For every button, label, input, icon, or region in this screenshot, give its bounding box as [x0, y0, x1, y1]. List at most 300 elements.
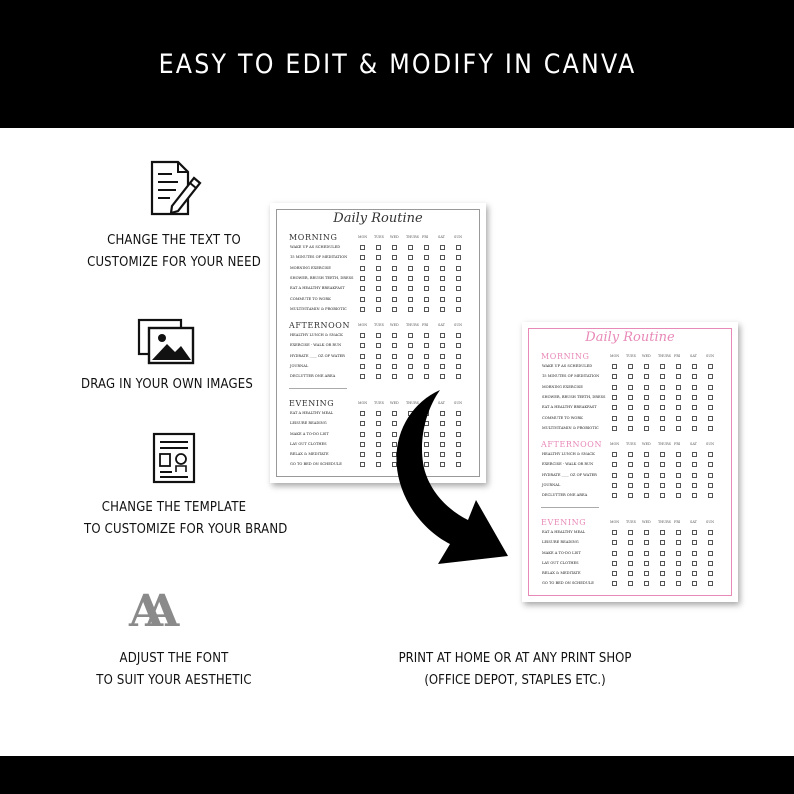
checkbox [376, 245, 381, 250]
day-header: SAT [438, 323, 445, 328]
feature-font-line-2: TO SUIT YOUR AESTHETIC [96, 673, 252, 688]
checkbox [612, 462, 617, 467]
day-header: TUES [374, 400, 384, 405]
day-header: SUN [454, 323, 463, 328]
checkbox [376, 266, 381, 271]
section-heading: AFTERNOON [541, 440, 603, 450]
checkbox [360, 343, 365, 348]
day-header: FRI [674, 354, 681, 358]
task-label: HEALTHY LUNCH & SNACK [290, 333, 343, 338]
day-header: FRI [422, 323, 429, 328]
task-label: HEALTHY LUNCH & SNACK [542, 452, 595, 457]
checkbox [676, 473, 681, 478]
sheet-title: Daily Routine [585, 330, 675, 345]
checkbox [612, 452, 617, 457]
day-header: WED [390, 323, 399, 328]
checkbox [676, 581, 681, 586]
checkbox [408, 245, 413, 250]
day-header: SUN [706, 519, 715, 524]
day-header: MON [610, 354, 620, 358]
checkbox [440, 266, 445, 271]
checkbox [644, 395, 649, 400]
task-label: RELAX & MEDITATE [290, 452, 329, 457]
day-header: SAT [690, 354, 697, 358]
checkbox [392, 255, 397, 260]
checkbox [676, 561, 681, 566]
checkbox [692, 462, 697, 467]
day-header: MON [610, 519, 620, 524]
checkbox [644, 561, 649, 566]
checkbox [360, 452, 365, 457]
checkbox [392, 276, 397, 281]
task-label: EAT A HEALTHY MEAL [542, 529, 586, 534]
checkbox [408, 333, 413, 338]
checkbox [692, 405, 697, 410]
task-label: HYDRATE ____ OZ OF WATER [290, 353, 345, 358]
checkbox [628, 426, 633, 431]
checkbox [676, 395, 681, 400]
checkbox [676, 364, 681, 369]
checkbox [424, 266, 429, 271]
checkbox [692, 530, 697, 535]
checkbox [660, 364, 665, 369]
checkbox [644, 483, 649, 488]
checkbox [376, 374, 381, 379]
checkbox [644, 426, 649, 431]
task-label: JOURNAL [290, 364, 309, 368]
checkbox [660, 374, 665, 379]
feature-images-line-1: DRAG IN YOUR OWN IMAGES [81, 377, 253, 392]
checkbox [660, 462, 665, 467]
section-heading: AFTERNOON [289, 321, 351, 331]
checkbox [456, 364, 461, 369]
checkbox [676, 374, 681, 379]
day-header: THURS [658, 442, 671, 447]
task-label: MULTIVITAMIN & PROBIOTIC [542, 425, 599, 430]
checkbox [612, 426, 617, 431]
day-header: SAT [690, 442, 697, 447]
checkbox [408, 255, 413, 260]
day-header: MON [358, 400, 368, 405]
day-header: TUES [626, 442, 636, 447]
checkbox [392, 343, 397, 348]
task-label: COMMUTE TO WORK [290, 296, 331, 301]
day-header: FRI [422, 235, 429, 239]
task-label: SHOWER, BRUSH TEETH, DRESS [290, 275, 354, 280]
day-header: TUES [626, 519, 636, 524]
bottom-banner [0, 756, 794, 794]
checkbox [628, 551, 633, 556]
day-header: SUN [706, 442, 715, 447]
checkbox [708, 473, 713, 478]
checkbox [644, 473, 649, 478]
checkbox [692, 364, 697, 369]
checkbox [456, 333, 461, 338]
checkbox [408, 354, 413, 359]
checkbox [424, 245, 429, 250]
print-caption-line-1: PRINT AT HOME OR AT ANY PRINT SHOP [398, 651, 632, 666]
checkbox [692, 493, 697, 498]
checkbox [612, 473, 617, 478]
checkbox [360, 245, 365, 250]
checkbox [376, 297, 381, 302]
checkbox [612, 416, 617, 421]
checkbox [392, 374, 397, 379]
checkbox [440, 343, 445, 348]
checkbox [692, 581, 697, 586]
checkbox [644, 551, 649, 556]
checkbox [424, 374, 429, 379]
checkbox [408, 297, 413, 302]
task-label: EAT A HEALTHY MEAL [290, 410, 334, 415]
checkbox [660, 395, 665, 400]
checkbox [360, 354, 365, 359]
task-label: LEISURE READING [290, 421, 327, 426]
checkbox [456, 374, 461, 379]
checkbox [440, 245, 445, 250]
checkbox [628, 405, 633, 410]
checkbox [612, 551, 617, 556]
checkbox [708, 540, 713, 545]
checkbox [360, 411, 365, 416]
checkbox [676, 493, 681, 498]
checkbox [424, 333, 429, 338]
checkbox [612, 571, 617, 576]
checkbox [644, 364, 649, 369]
checkbox [628, 374, 633, 379]
checkbox [628, 462, 633, 467]
checkbox [692, 540, 697, 545]
checkbox [424, 276, 429, 281]
day-header: WED [642, 442, 651, 447]
checkbox [628, 483, 633, 488]
checkbox [628, 416, 633, 421]
task-label: GO TO BED ON SCHEDULE [290, 462, 342, 467]
checkbox [644, 571, 649, 576]
day-header: WED [390, 235, 399, 239]
task-label: HYDRATE ____ OZ OF WATER [542, 472, 597, 477]
checkbox [628, 473, 633, 478]
checkbox [708, 426, 713, 431]
checkbox [360, 255, 365, 260]
template-icon [152, 432, 196, 484]
checkbox [660, 581, 665, 586]
feature-template-line-1: CHANGE THE TEMPLATE [101, 500, 247, 515]
checkbox [676, 385, 681, 390]
checkbox [424, 354, 429, 359]
checkbox [660, 473, 665, 478]
day-header: WED [642, 354, 651, 358]
checkbox [612, 405, 617, 410]
checkbox [376, 343, 381, 348]
checkbox [628, 385, 633, 390]
checkbox [360, 432, 365, 437]
checkbox [392, 245, 397, 250]
checkbox [692, 374, 697, 379]
curved-arrow-icon [380, 388, 520, 578]
checkbox [692, 551, 697, 556]
section-heading: MORNING [289, 233, 338, 242]
checkbox [408, 286, 413, 291]
checkbox [612, 483, 617, 488]
checkbox [360, 276, 365, 281]
task-label: EAT A HEALTHY BREAKFAST [542, 405, 597, 410]
checkbox [612, 493, 617, 498]
task-label: EXERCISE - WALK OR RUN [290, 343, 342, 348]
day-header: SUN [706, 354, 715, 358]
checkbox [644, 540, 649, 545]
task-label: EXERCISE - WALK OR RUN [542, 462, 594, 467]
task-label: SHOWER, BRUSH TEETH, DRESS [542, 394, 606, 399]
day-header: SAT [438, 400, 445, 405]
day-header: MON [610, 442, 620, 447]
page-title: EASY TO EDIT & MODIFY IN CANVA [158, 48, 636, 80]
section-heading: EVENING [541, 517, 587, 527]
checkbox [440, 364, 445, 369]
checkbox [456, 354, 461, 359]
checkbox [628, 395, 633, 400]
checkbox [692, 483, 697, 488]
day-header: FRI [674, 519, 681, 524]
checkbox [360, 421, 365, 426]
task-label: DECLUTTER ONE AREA [290, 374, 336, 379]
checkbox [708, 462, 713, 467]
task-label: LAY OUT CLOTHES [290, 441, 327, 446]
day-header: THURS [406, 400, 419, 405]
checkbox [376, 307, 381, 312]
feature-change-template [74, 432, 288, 541]
checkbox [392, 354, 397, 359]
images-icon [137, 318, 197, 366]
section-heading: EVENING [289, 398, 335, 408]
checkbox [424, 255, 429, 260]
task-label: RELAX & MEDITATE [542, 571, 581, 576]
document-pencil-icon [146, 160, 202, 216]
checkbox [376, 286, 381, 291]
checkbox [708, 581, 713, 586]
feature-text-line-1: CHANGE THE TEXT TO [107, 233, 241, 248]
checkbox [392, 266, 397, 271]
checkbox [644, 416, 649, 421]
checkbox [692, 561, 697, 566]
task-label: LEISURE READING [542, 540, 579, 545]
checkbox [676, 571, 681, 576]
checkbox [708, 561, 713, 566]
task-label: MORNING EXERCISE [290, 265, 331, 270]
checkbox [408, 266, 413, 271]
checkbox [708, 385, 713, 390]
task-label: DECLUTTER ONE AREA [542, 493, 588, 498]
checkbox [612, 581, 617, 586]
checkbox [628, 581, 633, 586]
checkbox [456, 297, 461, 302]
checkbox [424, 343, 429, 348]
checkbox [456, 307, 461, 312]
checkbox [692, 452, 697, 457]
checkbox [440, 297, 445, 302]
day-header: SUN [454, 400, 463, 405]
checkbox [692, 473, 697, 478]
checkbox [708, 493, 713, 498]
task-label: GO TO BED ON SCHEDULE [542, 581, 594, 586]
checkbox [644, 385, 649, 390]
checkbox [708, 374, 713, 379]
task-label: 15 MINUTES OF MEDITATION [542, 374, 600, 379]
checkbox [708, 395, 713, 400]
checkbox [456, 276, 461, 281]
checkbox [628, 364, 633, 369]
checkbox [708, 530, 713, 535]
checkbox [360, 333, 365, 338]
day-header: THURS [406, 323, 419, 328]
task-label: EAT A HEALTHY BREAKFAST [290, 286, 345, 291]
checkbox [392, 297, 397, 302]
checkbox [424, 297, 429, 302]
checkbox [676, 426, 681, 431]
day-header: TUES [626, 354, 636, 358]
checkbox [360, 462, 365, 467]
checkbox [408, 276, 413, 281]
task-label: MAKE A TO-DO LIST [542, 550, 581, 555]
feature-text-line-2: CUSTOMIZE FOR YOUR NEED [87, 255, 261, 270]
checkbox [392, 364, 397, 369]
day-header: TUES [374, 323, 384, 328]
checkbox [708, 483, 713, 488]
checkbox [440, 333, 445, 338]
day-header: SUN [454, 235, 463, 239]
checkbox [628, 571, 633, 576]
checkbox [644, 493, 649, 498]
checkbox [676, 462, 681, 467]
sheet-title: Daily Routine [333, 211, 423, 226]
checkbox [360, 374, 365, 379]
section-heading: MORNING [541, 352, 590, 361]
checkbox [660, 385, 665, 390]
checkbox [440, 354, 445, 359]
checkbox [676, 551, 681, 556]
checkbox [660, 452, 665, 457]
checkbox [676, 405, 681, 410]
checkbox [360, 286, 365, 291]
day-header: FRI [674, 442, 681, 447]
day-header: MON [358, 323, 368, 328]
checkbox [424, 364, 429, 369]
checkbox [376, 364, 381, 369]
checkbox [644, 581, 649, 586]
checkbox [456, 266, 461, 271]
checkbox [440, 276, 445, 281]
checkbox [360, 442, 365, 447]
task-label: JOURNAL [542, 483, 561, 487]
checkbox [628, 561, 633, 566]
checkbox [676, 530, 681, 535]
checkbox [644, 374, 649, 379]
day-header: WED [390, 400, 399, 405]
divider-line [289, 388, 347, 389]
checkbox [708, 571, 713, 576]
checkbox [408, 343, 413, 348]
checkbox [376, 276, 381, 281]
checkbox [660, 540, 665, 545]
checkbox [408, 364, 413, 369]
checkbox [644, 405, 649, 410]
checkbox [612, 395, 617, 400]
checkbox [628, 493, 633, 498]
feature-template-line-2: TO CUSTOMIZE FOR YOUR BRAND [84, 522, 288, 537]
checkbox [708, 405, 713, 410]
checkbox [660, 483, 665, 488]
checkbox [628, 530, 633, 535]
checkbox [708, 452, 713, 457]
feature-adjust-font [74, 588, 274, 692]
checkbox [440, 286, 445, 291]
task-label: 15 MINUTES OF MEDITATION [290, 255, 348, 260]
checkbox [408, 374, 413, 379]
checkbox [628, 540, 633, 545]
day-header: WED [642, 519, 651, 524]
checkbox [660, 426, 665, 431]
checkbox [708, 551, 713, 556]
checkbox [392, 333, 397, 338]
checkbox [456, 255, 461, 260]
checkbox [660, 405, 665, 410]
checkbox [456, 343, 461, 348]
checkbox [612, 530, 617, 535]
checkbox [676, 452, 681, 457]
checkbox [692, 416, 697, 421]
checkbox [456, 286, 461, 291]
checkbox [644, 452, 649, 457]
checkbox [692, 426, 697, 431]
checkbox [612, 364, 617, 369]
checkbox [612, 385, 617, 390]
task-label: WAKE UP AS SCHEDULED [542, 364, 593, 368]
checkbox [360, 364, 365, 369]
checkbox [424, 286, 429, 291]
checkbox [612, 374, 617, 379]
font-aa-icon: AA [129, 586, 162, 637]
checkbox [376, 354, 381, 359]
checkbox [660, 493, 665, 498]
feature-font-line-1: ADJUST THE FONT [119, 651, 229, 666]
day-header: MON [358, 235, 368, 239]
checkbox [644, 462, 649, 467]
checkbox [392, 286, 397, 291]
checkbox [612, 561, 617, 566]
feature-drag-images [67, 318, 267, 396]
print-caption [367, 648, 664, 692]
day-header: THURS [658, 354, 671, 358]
checkbox [424, 307, 429, 312]
checkbox [360, 307, 365, 312]
checkbox [692, 395, 697, 400]
checkbox [660, 561, 665, 566]
checkbox [360, 266, 365, 271]
task-label: LAY OUT CLOTHES [542, 560, 579, 565]
checkbox [692, 571, 697, 576]
checkbox [660, 416, 665, 421]
day-header: TUES [374, 235, 384, 239]
checkbox [660, 551, 665, 556]
checkbox [660, 571, 665, 576]
checkbox [376, 255, 381, 260]
checkbox [612, 540, 617, 545]
task-label: MAKE A TO-DO LIST [290, 431, 329, 436]
task-label: COMMUTE TO WORK [542, 415, 583, 420]
day-header: THURS [658, 519, 671, 524]
checkbox [708, 364, 713, 369]
print-caption-line-2: (OFFICE DEPOT, STAPLES ETC.) [424, 673, 606, 688]
